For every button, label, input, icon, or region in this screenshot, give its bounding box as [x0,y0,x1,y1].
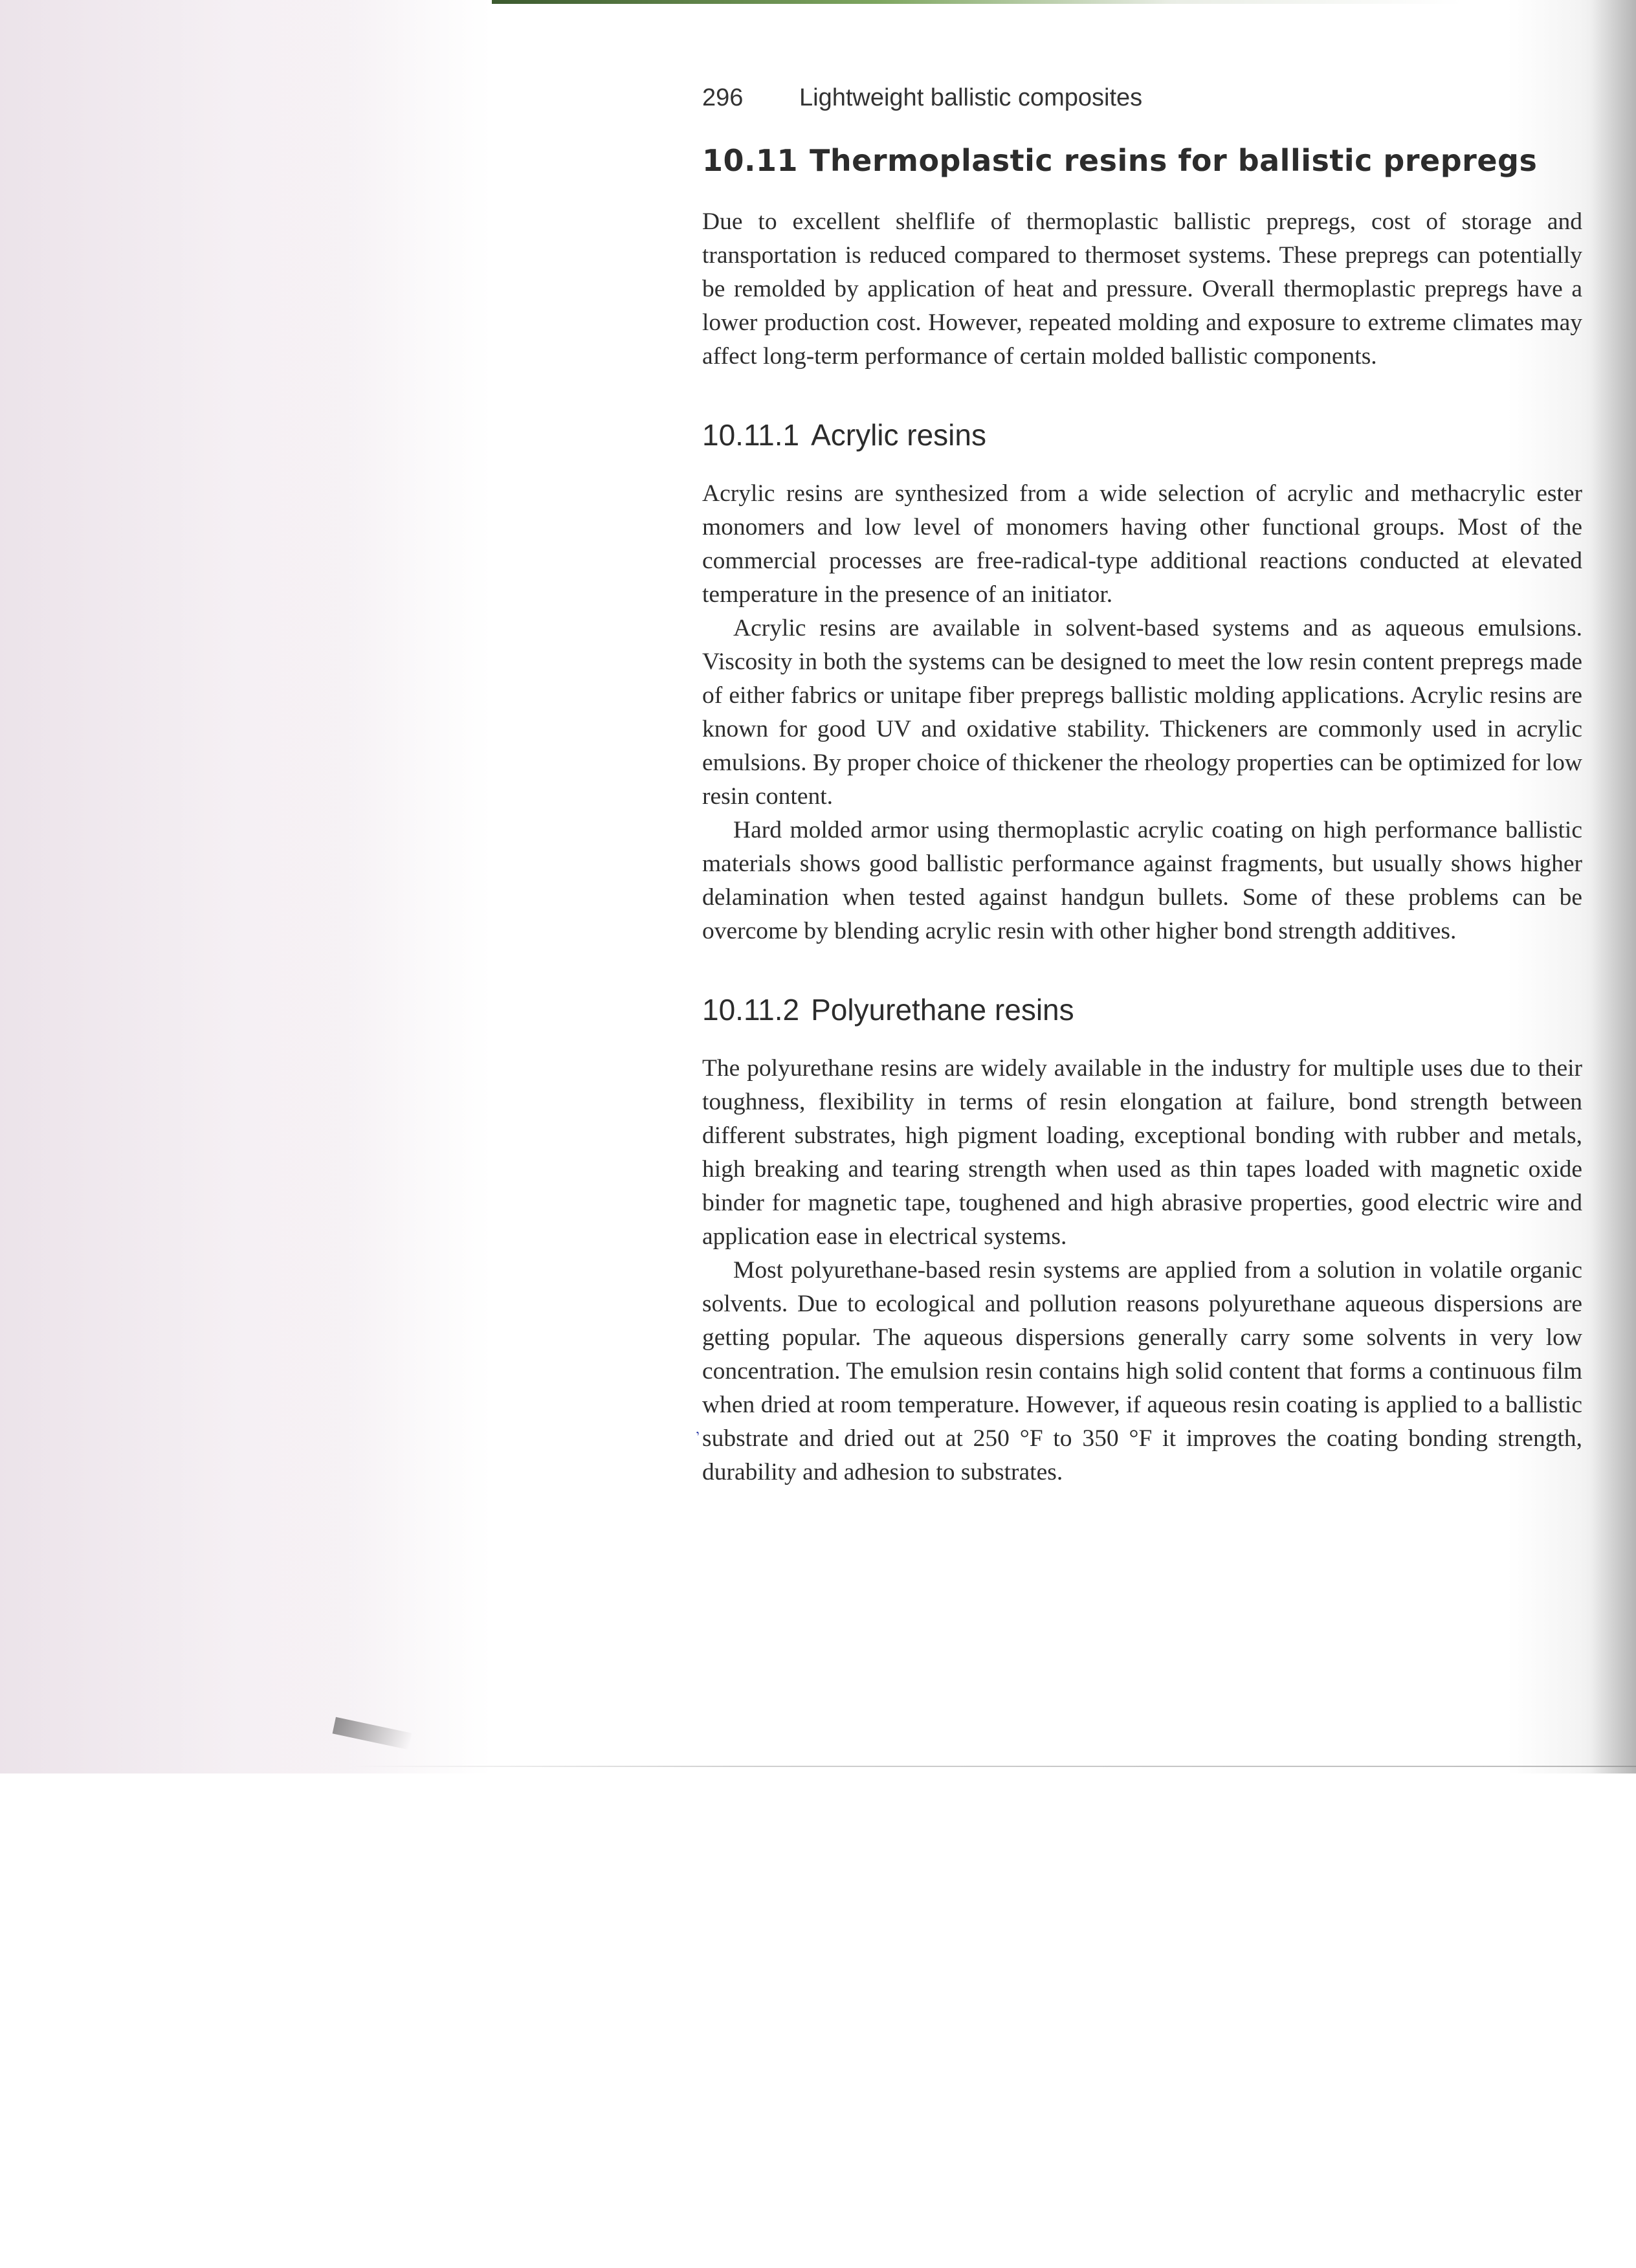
subsection-number: 10.11.2 [702,993,800,1027]
right-edge-shadow [1591,0,1636,1786]
book-page [702,84,1582,1489]
subsection-heading-polyurethane [702,992,1582,1027]
subsection-title: Acrylic resins [811,418,986,452]
blank-scan-area [0,1773,1636,2268]
paragraph: The polyurethane resins are widely available in the industry for multiple uses due to their toughness, flexibility in terms of resin elongation at failure, bond strength between different substrates, high pigment loading, exceptional bonding with rubber and metals, high breaking and tearing strength when used as thin tapes loaded with magnetic oxide binder for magnetic tape, toughened and high abrasive properties, good electric wire and application ease in electrical systems. [702,1055,1582,1250]
paragraph: Due to excellent shelflife of thermoplastic ballistic prepregs, cost of storage and transportation is reduced compared to thermoset systems. These prepregs can potentially be remolded by application of heat and pressure. Overall thermoplastic prepregs have a lower production cost. However, repeated molding and exposure to extreme climates may affect long-term performance of certain molded ballistic components. [702,208,1582,370]
paragraph: Acrylic resins are available in solvent-based systems and as aqueous emulsions. Viscosity in both the systems can be designed to meet the low resin content prepregs made of either fabrics or unitape fiber prepregs ballistic molding applications. Acrylic resins are known for good UV and oxidative stability. Thickeners are commonly used in acrylic emulsions. By proper choice of thickener the rheology properties can be optimized for low resin content. [702,615,1582,810]
section-heading [702,143,1582,178]
page-number: 296 [702,84,744,111]
book-title: Lightweight ballistic composites [799,84,1143,111]
paragraph: Acrylic resins are synthesized from a wide selection of acrylic and methacrylic ester monomers and low level of monomers having other functional groups. Most of the commercial processes are free-radical-type additional reactions conducted at elevated temperature in the presence of an initiator. [702,480,1582,608]
top-edge-strip [492,0,1463,4]
subsection-number: 10.11.1 [702,418,800,452]
running-head [702,84,1582,112]
subsection-title: Polyurethane resins [811,993,1074,1027]
pen-mark: , [689,1421,702,1437]
paragraph: Hard molded armor using thermoplastic acrylic coating on high performance ballistic materials shows good ballistic performance against fragments, but usually shows higher delamination when tested against handgun bullets. Some of these problems can be overcome by blending acrylic resin with other higher bond strength additives. [702,817,1582,944]
section-title: Thermoplastic resins for ballistic prepregs [810,143,1538,178]
page-bottom-edge [349,1766,1636,1767]
spine-shadow [0,0,414,1786]
section-number: 10.11 [702,143,799,178]
paragraph: Most polyurethane-based resin systems are applied from a solution in volatile organic solvents. Due to ecological and pollution reasons polyurethane aqueous dispersions are getting popular. The aqueous dispersions generally carry some solvents in very low concentration. The emulsion resin contains high solid content that forms a continuous film when dried at room temperature. However, if aqueous resin coating is applied to a ballistic substrate and dried out at 250 °F to 350 °F it improves the coating bonding strength, durability and adhesion to substrates. [702,1257,1582,1485]
subsection-heading-acrylic [702,417,1582,452]
